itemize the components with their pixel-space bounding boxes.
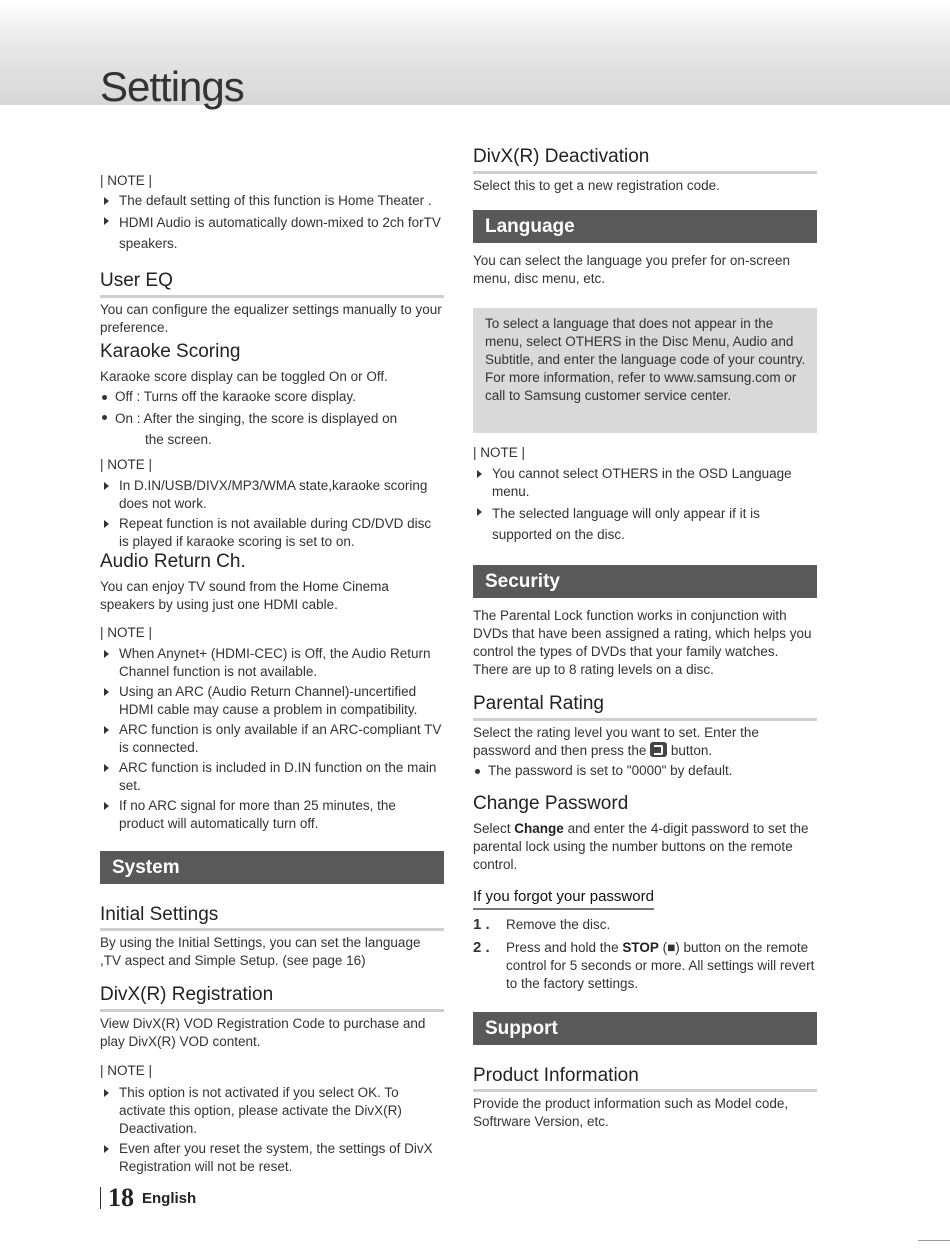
product-information-section (473, 1065, 817, 1132)
list-item: This option is not activated if you select OK. To activate this option, please activate the DivX(R) Deactivation. (100, 1084, 444, 1138)
note-list (473, 465, 817, 545)
user-eq-section (100, 270, 444, 337)
note-list (100, 477, 444, 551)
note-language (473, 444, 817, 545)
list-item: ARC function is included in D.IN function on the main set. (100, 759, 444, 795)
triangle-right-icon (477, 508, 482, 516)
bullet-list (473, 762, 817, 780)
note-arc (100, 624, 444, 833)
right-column (473, 146, 817, 1131)
triangle-right-icon (104, 802, 109, 810)
list-item: The default setting of this function is Home Theater . (100, 192, 444, 210)
triangle-right-icon (104, 1145, 109, 1153)
section-heading: Parental Rating (473, 693, 817, 721)
steps-list (473, 916, 817, 993)
note-list (100, 1084, 444, 1176)
bullet-list (100, 388, 444, 450)
list-item: Using an ARC (Audio Return Channel)-uncertified HDMI cable may cause a problem in compatibility. (100, 683, 444, 719)
list-item: When Anynet+ (HDMI-CEC) is Off, the Audio Return Channel function is not available. (100, 645, 444, 681)
triangle-right-icon (104, 1089, 109, 1097)
section-text: By using the Initial Settings, you can set the language ,TV aspect and Simple Setup. (see page 16) (100, 935, 421, 969)
page-number: 18 (108, 1183, 134, 1212)
section-text: Provide the product information such as Model code, Softrware Version, etc. (473, 1096, 789, 1130)
section-text: Select Change and enter the 4-digit password to set the parental lock using the number buttons on the remote control. (473, 820, 809, 872)
left-column (100, 172, 444, 1176)
section-heading: Karaoke Scoring (100, 340, 241, 362)
parental-rating-section (473, 693, 817, 780)
note-home-theater (100, 172, 444, 254)
forgot-password-section (473, 888, 817, 993)
section-heading: Product Information (473, 1065, 817, 1093)
list-item: The selected language will only appear if it is supported on the disc. (473, 503, 817, 545)
list-item: Even after you reset the system, the settings of DivX Registration will not be reset. (100, 1140, 444, 1176)
section-heading: Audio Return Ch. (100, 550, 246, 572)
section-text: You can configure the equalizer settings manually to your preference. (100, 301, 442, 335)
corner-rule (918, 1240, 950, 1241)
section-text: View DivX(R) VOD Registration Code to purchase and play DivX(R) VOD content. (100, 1016, 426, 1050)
bullet-icon (102, 415, 107, 420)
list-item: Off : Turns off the karaoke score display. (100, 388, 444, 406)
audio-return-section (100, 551, 444, 614)
list-item: You cannot select OTHERS in the OSD Language menu. (473, 465, 817, 501)
list-item: Repeat function is not available during CD/DVD disc is played if karaoke scoring is set to on. (100, 515, 444, 551)
support-bar: Support (473, 1012, 817, 1045)
stop-icon: ■ (667, 939, 676, 955)
section-heading: DivX(R) Registration (100, 984, 444, 1012)
section-heading: Change Password (473, 792, 629, 814)
section-text: The Parental Lock function works in conjunction with DVDs that have been assigned a rating, which helps you control the types of DVDs that your family watches. There are up to 8 rating levels on a disc. (473, 607, 812, 677)
list-item: ARC function is only available if an ARC-compliant TV is connected. (100, 721, 444, 757)
language-info-box: To select a language that does not appear in the menu, select OTHERS in the Disc Menu, Audio and Subtitle, and enter the language code of your country. For more information, refer to www.samsung.com or call to Samsung customer service center. (473, 308, 817, 433)
security-bar: Security (473, 565, 817, 598)
triangle-right-icon (104, 482, 109, 490)
list-item: On : After the singing, the score is displayed on the screen. (100, 408, 444, 450)
note-label: | NOTE | (100, 1063, 153, 1079)
section-text: Select this to get a new registration code. (473, 177, 720, 193)
page-title: Settings (100, 63, 244, 110)
triangle-right-icon (104, 764, 109, 772)
note-list (100, 645, 444, 833)
bullet-icon (475, 769, 480, 774)
page-footer (100, 1183, 196, 1213)
note-divx (100, 1062, 444, 1176)
divx-registration-section (100, 984, 444, 1051)
system-bar: System (100, 851, 444, 884)
subsection-heading: If you forgot your password (473, 888, 654, 910)
list-item: 2 . Press and hold the STOP (■) button on the remote control for 5 seconds or more. All settings will revert to the factory settings. (473, 938, 815, 991)
divx-deactivation-section (473, 146, 817, 195)
triangle-right-icon (104, 650, 109, 658)
enter-button-icon (650, 742, 667, 757)
note-label: | NOTE | (473, 444, 526, 460)
list-item: If no ARC signal for more than 25 minutes, the product will automatically turn off. (100, 797, 444, 833)
triangle-right-icon (104, 688, 109, 696)
initial-settings-section (100, 904, 444, 971)
language-bar: Language (473, 210, 817, 243)
note-label: | NOTE | (100, 624, 153, 640)
list-item: 1 . Remove the disc. (473, 915, 611, 933)
section-heading: Initial Settings (100, 904, 444, 932)
section-text: Select the rating level you want to set. Enter the password and then press the button. (473, 724, 759, 758)
triangle-right-icon (104, 197, 109, 205)
section-heading: User EQ (100, 270, 444, 298)
page-language: English (142, 1189, 197, 1207)
list-item: In D.IN/USB/DIVX/MP3/WMA state,karaoke scoring does not work. (100, 477, 444, 513)
footer-divider (100, 1187, 101, 1209)
bullet-icon (102, 395, 107, 400)
note-karaoke (100, 456, 444, 551)
note-label: | NOTE | (100, 456, 153, 472)
section-text: Karaoke score display can be toggled On or Off. (100, 368, 388, 384)
triangle-right-icon (104, 520, 109, 528)
note-label: | NOTE | (100, 173, 153, 188)
triangle-right-icon (104, 217, 109, 225)
section-heading: DivX(R) Deactivation (473, 146, 817, 174)
note-list (100, 192, 444, 254)
section-text: You can enjoy TV sound from the Home Cinema speakers by using just one HDMI cable. (100, 578, 389, 612)
section-text: You can select the language you prefer for on-screen menu, disc menu, etc. (473, 252, 790, 286)
list-item: The password is set to "0000" by default. (473, 762, 817, 780)
karaoke-section (100, 341, 444, 450)
change-password-section (473, 793, 817, 874)
triangle-right-icon (104, 726, 109, 734)
list-item: HDMI Audio is automatically down-mixed to 2ch forTV speakers. (100, 212, 444, 254)
triangle-right-icon (477, 470, 482, 478)
